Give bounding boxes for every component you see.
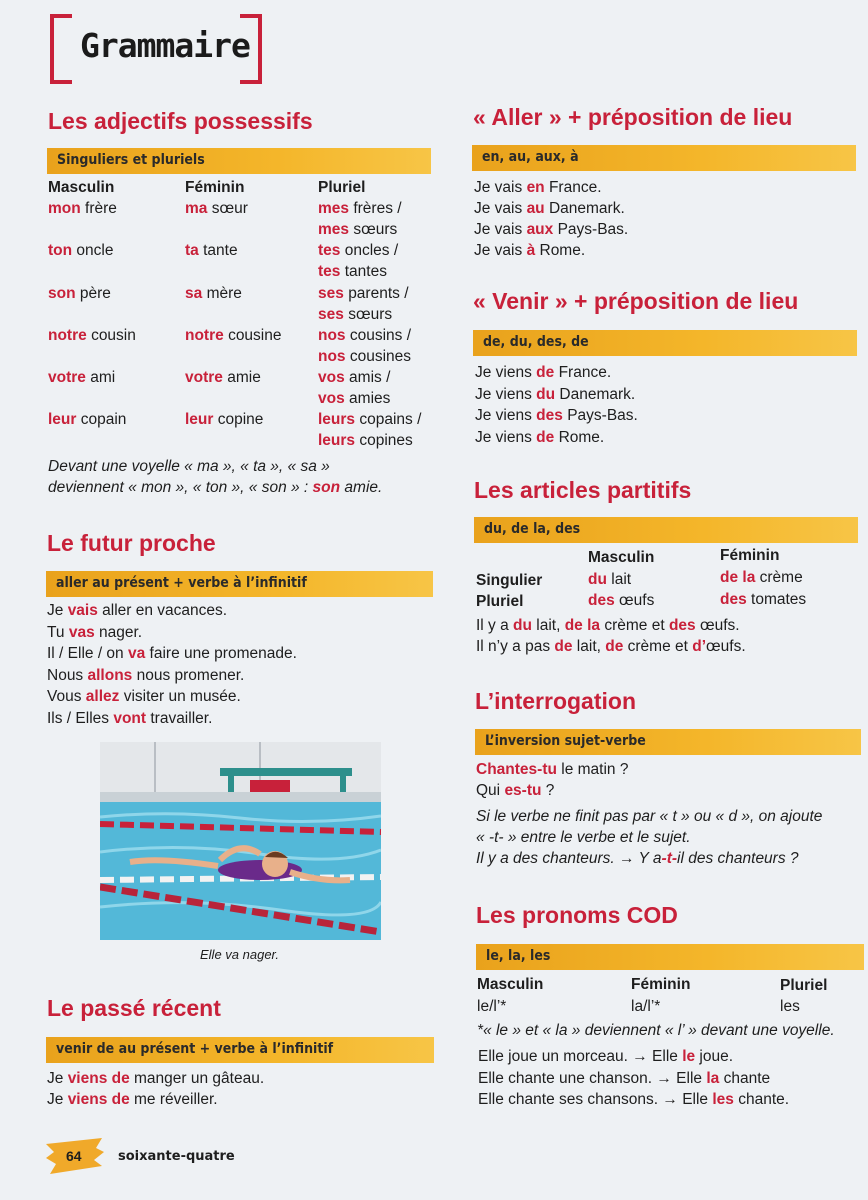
text: me réveiller. xyxy=(129,1091,218,1108)
keyword: viens de xyxy=(67,1070,130,1087)
noun: mère xyxy=(206,285,242,302)
possessive-keyword: votre xyxy=(185,369,223,386)
section-title-partitifs: Les articles partitifs xyxy=(474,477,692,503)
possessive-keyword: ton xyxy=(48,242,73,259)
keyword: va xyxy=(127,645,146,663)
text: Rome. xyxy=(535,242,586,259)
noun: amies xyxy=(349,390,391,407)
possessive-keyword: notre xyxy=(48,327,87,344)
text: Je xyxy=(47,1091,68,1108)
keyword: en xyxy=(526,179,545,196)
text: le matin ? xyxy=(556,761,629,778)
keyword: vais xyxy=(67,602,98,619)
section-title-futur: Le futur proche xyxy=(47,530,216,556)
possessifs-feminin-cell xyxy=(185,283,242,304)
partitifs-row-singulier: Singulier xyxy=(476,572,543,589)
page-number: 64 xyxy=(66,1148,82,1164)
section-title-cod: Les pronoms COD xyxy=(476,902,678,928)
partitifs-cell xyxy=(720,567,803,588)
possessive-keyword: mon xyxy=(48,200,81,217)
swimmer-illustration xyxy=(100,742,381,940)
noun: parents / xyxy=(348,285,409,302)
possessifs-feminin-cell xyxy=(185,367,261,388)
aller-example-line xyxy=(474,219,628,240)
band-futur: aller au présent + verbe à l’infinitif xyxy=(46,571,433,597)
partitifs-example-1 xyxy=(476,615,740,636)
noun: tante xyxy=(203,242,238,259)
keyword: la xyxy=(706,1069,720,1087)
possessive-keyword: votre xyxy=(48,369,86,386)
possessive-keyword: tes xyxy=(318,263,341,280)
text: Je viens xyxy=(475,385,537,403)
possessifs-pluriel-cell xyxy=(318,367,390,388)
passe-example-line xyxy=(47,1089,218,1110)
keyword: vont xyxy=(113,710,147,727)
text: Pays-Bas. xyxy=(553,221,629,238)
cod-col-masculin: Masculin xyxy=(477,976,544,993)
text: Je viens xyxy=(475,407,537,424)
possessifs-feminin-cell xyxy=(185,198,248,219)
noun: crème xyxy=(759,569,803,586)
futur-example-line xyxy=(47,686,241,707)
futur-example-line xyxy=(47,600,227,621)
text: Elle chante une chanson. → Elle xyxy=(478,1069,707,1087)
band-cod: le, la, les xyxy=(476,944,864,970)
noun: cousin xyxy=(91,327,136,344)
keyword: Chantes-tu xyxy=(476,761,557,778)
interrogation-example-1 xyxy=(476,759,628,780)
section-title-interrogation: L’interrogation xyxy=(475,688,636,714)
band-partitifs: du, de la, des xyxy=(474,517,858,543)
text: Il y a des chanteurs. → Y a xyxy=(476,850,662,867)
keyword: à xyxy=(526,242,536,259)
section-title-venir: « Venir » + préposition de lieu xyxy=(473,288,799,314)
possessifs-pluriel-cell xyxy=(318,198,402,219)
page-word: soixante-quatre xyxy=(118,1149,235,1164)
possessifs-masculin-cell xyxy=(48,283,111,304)
text: Danemark. xyxy=(555,385,636,403)
interrogation-example-2 xyxy=(476,780,554,801)
possessive-keyword: leurs xyxy=(318,411,356,428)
section-title-aller: « Aller » + préposition de lieu xyxy=(473,104,793,130)
keyword: au xyxy=(526,200,545,217)
keyword: aux xyxy=(526,221,554,238)
partitifs-col-feminin: Féminin xyxy=(720,547,780,564)
band-aller: en, au, aux, à xyxy=(472,145,856,171)
possessifs-pluriel-cell xyxy=(318,261,387,282)
interrogation-note-3 xyxy=(476,848,799,869)
noun: cousine xyxy=(228,327,282,344)
noun: tantes xyxy=(344,263,387,280)
cod-example-line xyxy=(478,1068,770,1089)
article-keyword: des xyxy=(588,592,615,609)
title-frame-corner xyxy=(240,14,262,18)
text: Je vais xyxy=(474,179,527,196)
possessifs-pluriel-cell xyxy=(318,219,397,240)
futur-example-line xyxy=(47,665,244,686)
band-passe: venir de au présent + verbe à l’infinitif xyxy=(46,1037,434,1063)
band-interrogation: L’inversion sujet-verbe xyxy=(475,729,861,755)
possessive-keyword: tes xyxy=(318,242,341,259)
noun: sœurs xyxy=(348,306,393,323)
possessifs-feminin-cell xyxy=(185,240,238,261)
text: Qui xyxy=(476,782,505,799)
text: crème et xyxy=(623,638,693,655)
possessifs-masculin-cell xyxy=(48,240,113,261)
passe-example-line xyxy=(47,1068,264,1089)
keyword: les xyxy=(712,1091,734,1108)
cod-example-line xyxy=(478,1089,789,1110)
possessive-keyword: leurs xyxy=(318,432,356,449)
text: Je viens xyxy=(475,364,537,381)
possessifs-note-1: Devant une voyelle « ma », « ta », « sa » xyxy=(48,458,330,475)
possessifs-masculin-cell xyxy=(48,325,136,346)
possessive-keyword: notre xyxy=(185,327,224,344)
keyword: de xyxy=(536,364,555,381)
futur-example-line xyxy=(47,643,297,664)
text: Il y a xyxy=(476,617,514,634)
possessifs-pluriel-cell xyxy=(318,325,411,346)
possessifs-pluriel-cell xyxy=(318,409,421,430)
text: Elle chante ses chansons. → Elle xyxy=(478,1091,713,1108)
cod-example-line xyxy=(478,1046,733,1067)
text: ? xyxy=(541,782,555,799)
keyword: es-tu xyxy=(504,782,542,799)
keyword: de la xyxy=(564,617,601,634)
noun: oncle xyxy=(76,242,114,259)
noun: copains / xyxy=(359,411,422,428)
noun: lait xyxy=(611,571,632,588)
cod-val-masculin: le/l’* xyxy=(477,998,507,1015)
text: Je vais xyxy=(474,242,527,259)
noun: tomates xyxy=(751,591,807,608)
text: lait, xyxy=(572,638,606,655)
possessive-keyword: leur xyxy=(185,411,214,428)
possessifs-pluriel-cell xyxy=(318,304,392,325)
aller-example-line xyxy=(474,198,625,219)
title-frame-corner xyxy=(240,80,262,84)
text: Danemark. xyxy=(544,200,625,217)
text: Je xyxy=(47,602,68,619)
venir-example-line xyxy=(475,405,638,426)
noun: cousins / xyxy=(349,327,412,344)
note-text: amie. xyxy=(340,479,383,496)
text: crème et xyxy=(600,617,669,634)
keyword: de xyxy=(554,638,573,655)
text: Ils / Elles xyxy=(47,710,114,727)
keyword: viens de xyxy=(67,1091,130,1108)
text: Je vais xyxy=(474,221,527,238)
keyword: du xyxy=(513,617,532,634)
cod-val-pluriel: les xyxy=(780,998,800,1015)
illustration-caption: Elle va nager. xyxy=(200,947,280,962)
aller-example-line xyxy=(474,240,585,261)
text: Nous xyxy=(47,666,88,684)
partitifs-example-2 xyxy=(476,636,746,657)
text: œufs. xyxy=(695,617,740,634)
interrogation-note-1: Si le verbe ne finit pas par « t » ou « d », on ajoute xyxy=(476,808,823,825)
possessifs-pluriel-cell xyxy=(318,346,411,367)
noun: sœur xyxy=(211,200,248,217)
text: Rome. xyxy=(554,428,605,446)
noun: amie xyxy=(227,369,261,386)
possessive-keyword: mes xyxy=(318,221,350,238)
text: chante xyxy=(719,1069,771,1087)
partitifs-cell xyxy=(720,589,806,610)
text: travailler. xyxy=(146,710,213,727)
text: visiter un musée. xyxy=(119,688,241,706)
possessive-keyword: ma xyxy=(185,200,208,217)
cod-col-pluriel: Pluriel xyxy=(780,977,828,994)
keyword: du xyxy=(536,385,556,403)
possessifs-pluriel-cell xyxy=(318,388,390,409)
section-title-possessifs: Les adjectifs possessifs xyxy=(48,108,313,134)
noun: frères / xyxy=(353,200,402,217)
possessive-keyword: vos xyxy=(318,390,345,407)
futur-example-line xyxy=(47,708,212,729)
band-possessifs: Singuliers et pluriels xyxy=(47,148,431,174)
page-title: Grammaire xyxy=(80,26,250,65)
noun: frère xyxy=(85,200,117,217)
possessive-keyword: mes xyxy=(318,200,350,217)
keyword: de xyxy=(605,638,624,655)
possessive-keyword: ta xyxy=(185,242,199,259)
partitifs-cell xyxy=(588,569,631,590)
noun: cousines xyxy=(349,348,412,365)
partitifs-row-pluriel: Pluriel xyxy=(476,593,524,610)
text: œufs. xyxy=(706,638,746,655)
noun: copines xyxy=(359,432,413,449)
venir-example-line xyxy=(475,427,604,448)
keyword: allons xyxy=(87,666,133,684)
possessive-keyword: vos xyxy=(318,369,345,386)
cod-note: *« le » et « la » deviennent « l’ » devant une voyelle. xyxy=(477,1022,835,1039)
venir-example-line xyxy=(475,384,635,405)
keyword: des xyxy=(668,617,696,634)
col-header-feminin: Féminin xyxy=(185,179,245,196)
keyword: -t- xyxy=(661,850,678,867)
text: nager. xyxy=(94,623,143,641)
noun: ami xyxy=(90,369,116,386)
text: joue. xyxy=(695,1048,734,1065)
note-text: deviennent « mon », « ton », « son » : xyxy=(48,479,313,496)
possessifs-pluriel-cell xyxy=(318,430,413,451)
keyword: des xyxy=(536,407,563,424)
possessive-keyword: leur xyxy=(48,411,77,428)
noun: père xyxy=(79,285,111,302)
possessifs-masculin-cell xyxy=(48,198,117,219)
possessifs-masculin-cell xyxy=(48,409,126,430)
possessive-keyword: nos xyxy=(318,348,346,365)
text: Il / Elle / on xyxy=(47,645,128,663)
col-header-masculin: Masculin xyxy=(48,179,115,196)
noun: copain xyxy=(80,411,127,428)
possessive-keyword: ses xyxy=(318,285,344,302)
possessifs-feminin-cell xyxy=(185,409,263,430)
keyword: vas xyxy=(68,623,95,641)
text: Je xyxy=(47,1070,68,1087)
partitifs-cell xyxy=(588,590,654,611)
possessive-keyword: sa xyxy=(185,285,203,302)
keyword: allez xyxy=(85,688,120,706)
text: Je viens xyxy=(475,428,537,446)
noun: copine xyxy=(217,411,264,428)
article-keyword: de la xyxy=(720,569,756,586)
partitifs-col-masculin: Masculin xyxy=(588,549,655,566)
text: Elle joue un morceau. → Elle xyxy=(478,1048,683,1065)
band-venir: de, du, des, de xyxy=(473,330,857,356)
keyword: de xyxy=(536,428,555,446)
noun: amis / xyxy=(349,369,391,386)
venir-example-line xyxy=(475,362,611,383)
text: Vous xyxy=(47,688,86,706)
interrogation-note-2: « -t- » entre le verbe et le sujet. xyxy=(476,829,691,846)
section-title-passe: Le passé récent xyxy=(47,995,221,1021)
text: faire une promenade. xyxy=(145,645,297,663)
text: il des chanteurs ? xyxy=(677,850,799,867)
text: aller en vacances. xyxy=(97,602,228,619)
cod-val-feminin: la/l’* xyxy=(631,998,661,1015)
text: France. xyxy=(554,364,612,381)
noun: œufs xyxy=(619,592,655,609)
possessive-keyword: son xyxy=(48,285,76,302)
possessive-keyword: ses xyxy=(318,306,344,323)
noun: sœurs xyxy=(353,221,398,238)
text: lait, xyxy=(531,617,565,634)
text: Je vais xyxy=(474,200,527,217)
article-keyword: des xyxy=(720,591,747,608)
text: Tu xyxy=(47,623,69,641)
aller-example-line xyxy=(474,177,602,198)
note-keyword: son xyxy=(312,479,341,496)
text: France. xyxy=(544,179,602,196)
cod-col-feminin: Féminin xyxy=(631,976,691,993)
possessifs-feminin-cell xyxy=(185,325,282,346)
article-keyword: du xyxy=(588,571,607,588)
noun: oncles / xyxy=(344,242,399,259)
text: Pays-Bas. xyxy=(562,407,638,424)
futur-example-line xyxy=(47,622,142,643)
possessifs-note-2 xyxy=(48,477,382,498)
text: nous promener. xyxy=(132,666,245,684)
text: chante. xyxy=(733,1091,790,1108)
text: Il n’y a pas xyxy=(476,638,555,655)
col-header-pluriel: Pluriel xyxy=(318,179,366,196)
keyword: le xyxy=(682,1048,696,1065)
possessive-keyword: nos xyxy=(318,327,346,344)
possessifs-pluriel-cell xyxy=(318,283,409,304)
text: manger un gâteau. xyxy=(129,1070,265,1087)
possessifs-masculin-cell xyxy=(48,367,115,388)
possessifs-pluriel-cell xyxy=(318,240,398,261)
keyword: d’ xyxy=(692,638,707,655)
